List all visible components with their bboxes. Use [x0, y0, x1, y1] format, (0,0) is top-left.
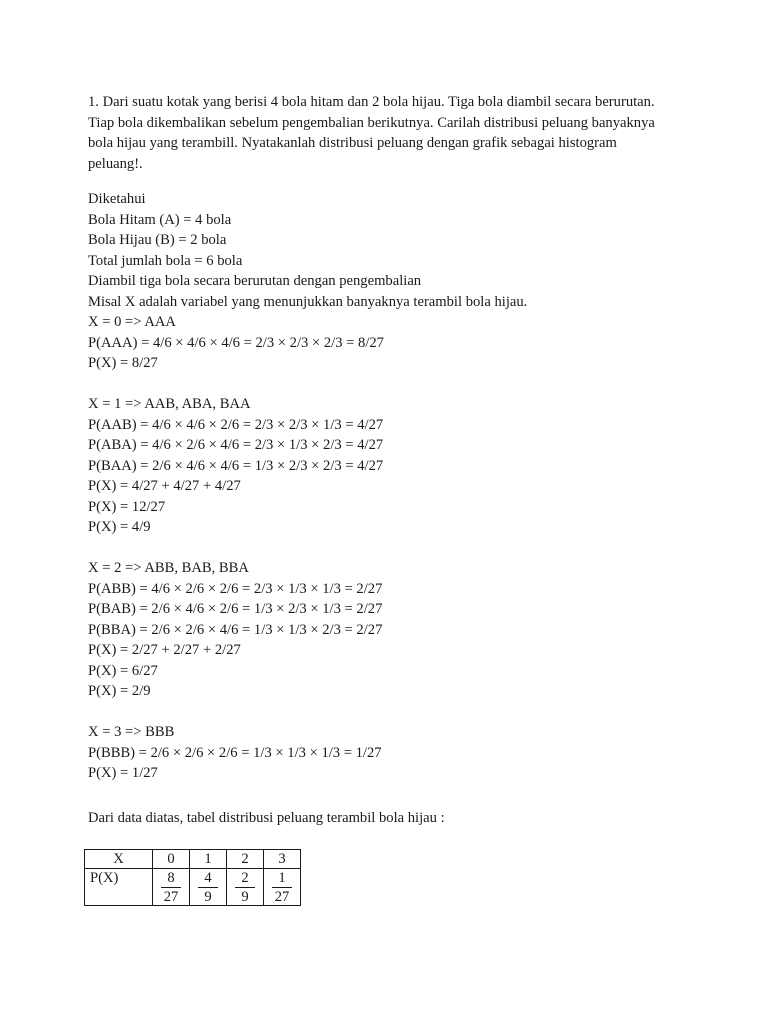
spacer: [88, 538, 688, 559]
case-x2-line: X = 2 => ABB, BAB, BBA: [88, 560, 249, 576]
known-line: Total jumlah bola = 6 bola: [88, 252, 243, 269]
prob-cell: [190, 869, 227, 906]
table-intro: Dari data diatas, tabel distribusi peluang terambil bola hijau :: [88, 809, 445, 826]
document-page: [88, 92, 688, 905]
case-x0-line: X = 0 => AAA: [88, 314, 176, 330]
x-value-cell: 3: [264, 850, 301, 869]
case-x0-line: P(X) = 8/27: [88, 355, 158, 371]
fraction: [161, 870, 182, 905]
spacer: [88, 702, 688, 723]
fraction: [198, 870, 218, 905]
case-x1-line: P(X) = 4/27 + 4/27 + 4/27: [88, 478, 241, 494]
case-x0-line: P(AAA) = 4/6 × 4/6 × 4/6 = 2/3 × 2/3 × 2/3 = 8/27: [88, 334, 384, 351]
table-prob-row: [85, 869, 301, 906]
case-x1-line: P(ABA) = 4/6 × 2/6 × 4/6 = 2/3 × 1/3 × 2/3 = 4/27: [88, 437, 384, 453]
denominator: 27: [274, 888, 290, 905]
case-x3-line: X = 3 => BBB: [88, 724, 175, 740]
x-value-cell: 2: [227, 850, 264, 869]
numerator: 2: [235, 870, 255, 888]
x-value-cell: 0: [153, 850, 190, 869]
case-x1-line: P(BAA) = 2/6 × 4/6 × 4/6 = 1/3 × 2/3 × 2/3 = 4/27: [88, 457, 384, 474]
numerator: 4: [198, 870, 218, 888]
known-line: Bola Hijau (B) = 2 bola: [88, 232, 227, 248]
case-x2-line: P(X) = 2/9: [88, 683, 151, 699]
case-x1-line: X = 1 => AAB, ABA, BAA: [88, 396, 251, 412]
denominator: 9: [241, 888, 249, 905]
fraction: [235, 870, 255, 905]
case-x1-line: P(X) = 4/9: [88, 519, 151, 535]
case-x2-line: P(X) = 2/27 + 2/27 + 2/27: [88, 642, 241, 658]
case-x2-line: P(BAB) = 2/6 × 4/6 × 2/6 = 1/3 × 2/3 × 1/3 = 2/27: [88, 601, 383, 617]
known-line: Misal X adalah variabel yang menunjukkan banyaknya terambil bola hijau.: [88, 293, 528, 310]
header-label-cell: X: [85, 850, 153, 869]
problem-line: Tiap bola dikembalikan sebelum pengembalian berikutnya. Carilah distribusi peluang banyaknya: [88, 114, 655, 131]
distribution-table: [84, 849, 301, 906]
solution: [88, 189, 688, 784]
case-x2-line: P(ABB) = 4/6 × 2/6 × 2/6 = 2/3 × 1/3 × 1/3 = 2/27: [88, 580, 383, 597]
known-heading: Diketahui: [88, 191, 146, 207]
denominator: 9: [204, 888, 212, 905]
case-x3-line: P(X) = 1/27: [88, 765, 158, 781]
problem-line: 1. Dari suatu kotak yang berisi 4 bola hitam dan 2 bola hijau. Tiga bola diambil secara berurutan.: [88, 94, 655, 110]
numerator: 1: [272, 870, 292, 888]
case-x2-line: P(BBA) = 2/6 × 2/6 × 4/6 = 1/3 × 1/3 × 2/3 = 2/27: [88, 621, 383, 638]
x-value-cell: 1: [190, 850, 227, 869]
prob-label-cell: P(X): [85, 869, 153, 906]
case-x3-line: P(BBB) = 2/6 × 2/6 × 2/6 = 1/3 × 1/3 × 1/3 = 1/27: [88, 744, 382, 761]
table-header-row: [85, 850, 301, 869]
fraction: [272, 870, 293, 905]
numerator: 8: [161, 870, 181, 888]
problem-statement: [88, 92, 688, 174]
problem-line: bola hijau yang terambill. Nyatakanlah distribusi peluang dengan grafik sebagai histogram: [88, 135, 617, 151]
problem-line: peluang!.: [88, 155, 143, 172]
denominator: 27: [163, 888, 179, 905]
case-x1-line: P(AAB) = 4/6 × 4/6 × 2/6 = 2/3 × 2/3 × 1/3 = 4/27: [88, 416, 384, 433]
case-x1-line: P(X) = 12/27: [88, 498, 166, 515]
case-x2-line: P(X) = 6/27: [88, 662, 158, 679]
prob-cell: [264, 869, 301, 906]
prob-cell: [227, 869, 264, 906]
prob-cell: [153, 869, 190, 906]
spacer: [88, 374, 688, 395]
known-line: Bola Hitam (A) = 4 bola: [88, 211, 232, 228]
known-line: Diambil tiga bola secara berurutan dengan pengembalian: [88, 273, 422, 289]
